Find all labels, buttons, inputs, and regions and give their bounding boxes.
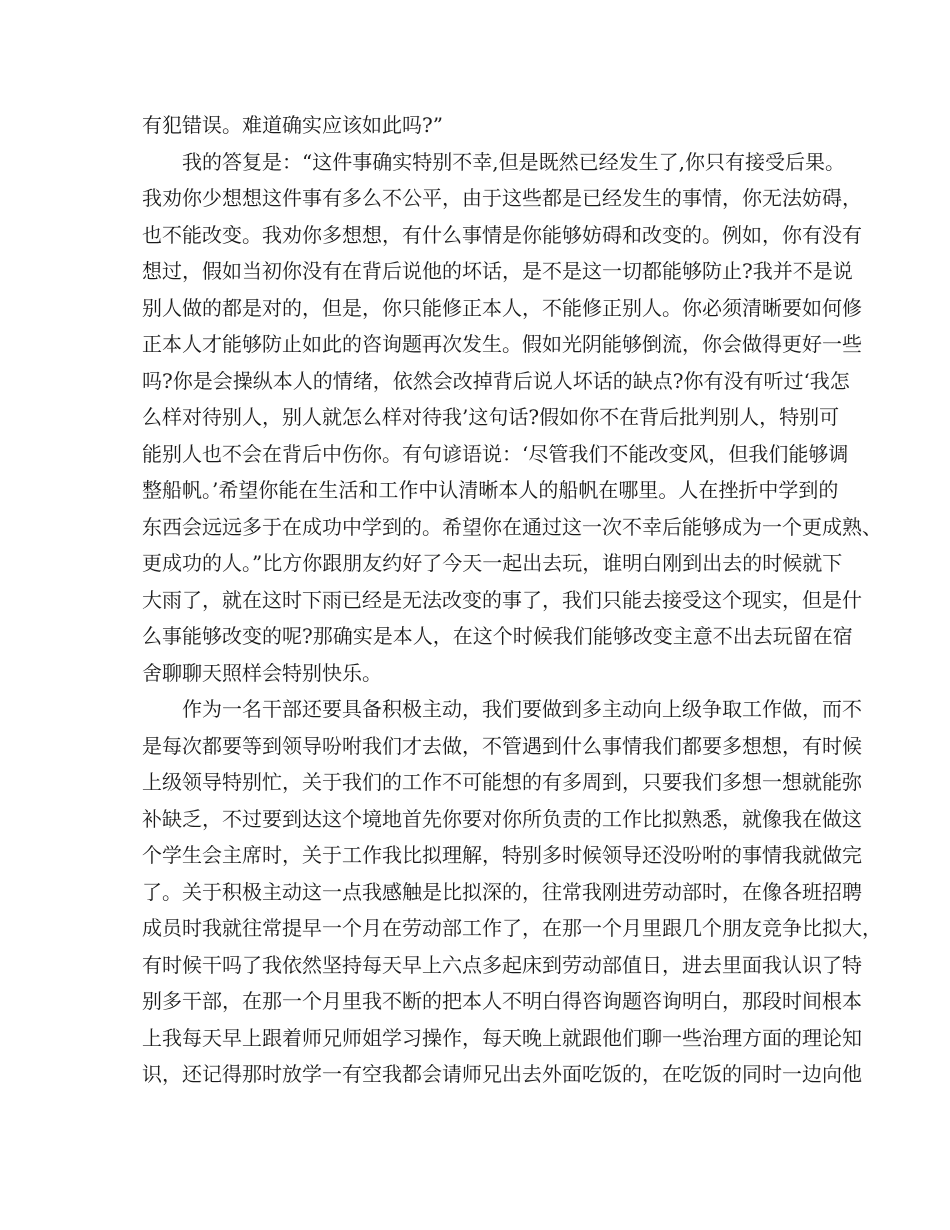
text-line: 么样对待别人，别人就怎么样对待我’这句话?假如你不在背后批判别人，特别可 <box>142 405 840 429</box>
text-line: 大雨了，就在这时下雨已经是无法改变的事了，我们只能去接受这个现实，但是什 <box>142 587 862 612</box>
paragraph <box>142 691 882 1093</box>
text-line: 更成功的人。”比方你跟朋友约好了今天一起出去玩，谁明白刚到出去的时候就下 <box>142 551 843 575</box>
text-line: 整船帆。’希望你能在生活和工作中认清晰本人的船帆在哪里。人在挫折中学到的 <box>142 478 839 502</box>
text-line: 作为一名干部还要具备积极主动，我们要做到多主动向上级争取工作做，而不 <box>182 697 862 721</box>
text-line: 舍聊聊天照样会特别快乐。 <box>142 660 382 685</box>
text-line: 成员时我就往常提早一个月在劳动部工作了，在那一个月里跟几个朋友竞争比拟大， <box>142 916 882 940</box>
text-line: 识，还记得那时放学一有空我都会请师兄出去外面吃饭的，在吃饭的同时一边向他 <box>142 1062 862 1086</box>
paragraph <box>142 107 814 144</box>
document-body <box>142 107 882 1093</box>
text-line: 吗?你是会操纵本人的情绪，依然会改掉背后说人坏话的缺点?你有没有听过‘我怎 <box>142 368 850 393</box>
text-line: 想过，假如当初你没有在背后说他的坏话，是不是这一切都能够防止?我并不是说 <box>142 259 853 283</box>
text-line: 有时候干吗了我依然坚持每天早上六点多起床到劳动部值日，进去里面我认识了特 <box>142 952 862 977</box>
text-line: 有犯错误。难道确实应该如此吗?” <box>142 113 443 137</box>
text-line: 个学生会主席时，关于工作我比拟理解，特别多时候领导还没吩咐的事情我就做完 <box>142 843 862 867</box>
text-line: 我劝你少想想这件事有多么不公平，由于这些都是已经发生的事情，你无法妨碍， <box>142 186 862 210</box>
text-line: 也不能改变。我劝你多想想，有什么事情是你能够妨碍和改变的。例如，你有没有 <box>142 222 862 247</box>
text-line: 能别人也不会在背后中伤你。有句谚语说：‘尽管我们不能改变风，但我们能够调 <box>142 441 849 466</box>
text-line: 补缺乏，不过要到达这个境地首先你要对你所负责的工作比拟熟悉，就像我在做这 <box>142 806 862 831</box>
text-line: 别人做的都是对的，但是，你只能修正本人，不能修正别人。你必须清晰要如何修 <box>142 295 862 320</box>
text-line: 正本人才能够防止如此的咨询题再次发生。假如光阴能够倒流，你会做得更好一些 <box>142 332 862 356</box>
text-line: 我的答复是：“这件事确实特别不幸,但是既然已经发生了,你只有接受后果。 <box>182 149 845 174</box>
text-line: 上级领导特别忙，关于我们的工作不可能想的有多周到，只要我们多想一想就能弥 <box>142 770 862 794</box>
text-line: 上我每天早上跟着师兄师姐学习操作，每天晚上就跟他们聊一些治理方面的理论知 <box>142 1025 862 1050</box>
text-line: 么事能够改变的呢?那确实是本人，在这个时候我们能够改变主意不出去玩留在宿 <box>142 624 853 648</box>
text-line: 了。关于积极主动这一点我感触是比拟深的，往常我刚进劳动部时，在像各班招聘 <box>142 879 862 904</box>
text-line: 别多干部，在那一个月里我不断的把本人不明白得咨询题咨询明白，那段时间根本 <box>142 989 862 1013</box>
paragraph <box>142 144 882 692</box>
text-line: 东西会远远多于在成功中学到的。希望你在通过这一次不幸后能够成为一个更成熟、 <box>142 514 882 539</box>
text-line: 是每次都要等到领导吩咐我们才去做，不管遇到什么事情我们都要多想想，有时候 <box>142 733 862 758</box>
